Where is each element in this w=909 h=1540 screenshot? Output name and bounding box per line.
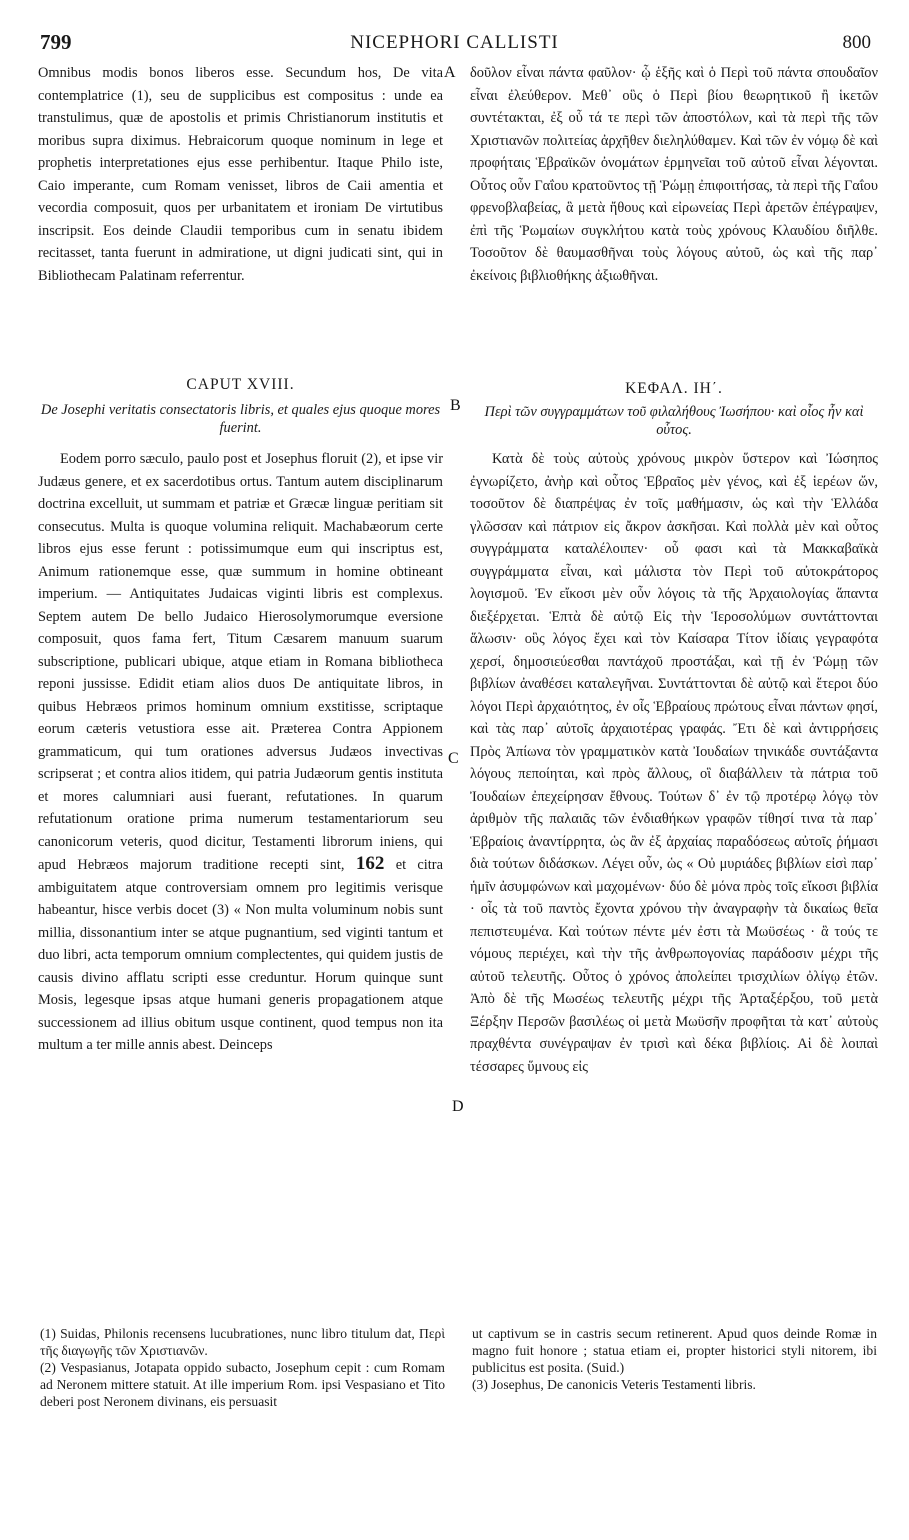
margin-letter-d: D — [452, 1098, 464, 1115]
left-column-body — [38, 448, 443, 1057]
right-page-number: 800 — [842, 32, 871, 53]
page-header — [0, 30, 909, 60]
right-chapter-heading: ΚΕΦΑΛ. ΙΗ΄. — [625, 380, 723, 397]
footnote-1: (1) Suidas, Philonis recensens lucubrationes, nunc libro titulum dat, Περὶ τῆς διαγωγῆς τῶν Χριστιανῶν. — [40, 1326, 445, 1358]
running-title: NICEPHORI CALLISTI — [350, 32, 559, 53]
margin-letter-b: B — [450, 397, 461, 414]
margin-letter-c: C — [448, 750, 459, 767]
right-column-body — [470, 448, 878, 1078]
right-paragraph-2: Κατὰ δὲ τοὺς αὐτοὺς χρόνους μικρὸν ὕστερον καὶ Ἰώσηπος ἐγνωρίζετο, ἀνὴρ καὶ οὗτος Ἑβραῖος μὲν γένος, καὶ ἐξ ἱερέων ὤν, τοσοῦτον δὲ διαπρέψας ἐν τοῖς μαθήμασιν, ὡς καὶ τὴν Ἑλλάδα γλῶσσαν καὶ πάτριον εἰς ἄκρον ἀσκῆσαι. Καὶ πολλὰ μὲν καὶ οὗτος συγγράμματα καταλέλοιπεν· οὗ φασι καὶ τὰ Μακκαβαϊκὰ συγγράμματα εἶναι, καὶ μάλιστα τὸν Περὶ τοῦ αὐτοκράτορος λογισμοῦ. Ἐν εἴκοσι μὲν οὖν λόγοις τὰ τῆς Ἀρχαιολογίας ἅπαντα διεξέρχεται. Ἑπτὰ δὲ αὐτῷ Εἰς τὴν Ἱεροσολύμων συντάττονται ἅλωσιν· οὓς λόγος ἔχει καὶ τὸν Καίσαρα Τίτον ἰδίαις γεγραφότα χερσί, δημοσιεύεσθαι παντάχοῦ προστάξαι, καὶ τῇ ἐν Ῥώμῃ τῶν βιβλίων ἀναθέσει καταλεγῆναι. Συντάττονται δὲ αὐτῷ καὶ ἕτεροι δύο λόγοι Περὶ ἀρχαιότητος, ἐν οἷς Ἑβραίους πρώτους εἶναι πάντων φησί, καὶ τὰς παρ᾽ αὐτοῖς ἀρχαιοτέρας γραφάς. Ἔτι δὲ καὶ ἀντιρρήσεις Πρὸς Ἀπίωνα τὸν γραμματικὸν κατὰ Ἰουδαίων τηνικάδε συντάξαντα λόγους πεποίηται, καὶ πρὸς ἄλλους, οἳ διαβάλλειν τὰ πάτρια τοῦ Ἰουδαίων ἐπεχείρησαν ἔθνους. Τούτων δ᾽ ἐν τῷ προτέρῳ λόγῳ τὸν ἀριθμὸν τῆς παλαιᾶς τῶν ἐνδιαθήκων γραφῶν τίθησί τινα τὰ παρ᾽ Ἑβραίοις ἀναντίρρητα, ὡς ἂν ἐξ ἀρχαίας παραδόσεως αὐτοῖς ῥήμασι διὰ τούτων διδάσκων. Λέγει οὖν, ὡς « Οὐ μυριάδες βιβλίων εἰσὶ παρ᾽ ἡμῖν ἀσυμφώνων καὶ μαχομένων· δύο δὲ μόνα πρὸς τοῖς εἴκοσι βιβλία · οἷς τὰ τοῦ παντὸς ἔχοντα χρόνου τὴν ἀναγραφὴν τὰ δικαίως θεῖα πεπιστευμένα. Καὶ τούτων πέντε μέν ἐστι τὰ Μωϋσέως · ἃ τούς τε νόμους περιέχει, καὶ τὴν τῆς ἀνθρωπογονίας παράδοσιν μέχρι τῆς αὐτοῦ τελευτῆς. Οὗτος ὁ χρόνος ἀπολείπει τρισχιλίων ὀλίγῳ ἐτῶν. Ἀπὸ δὲ τῆς Μωσέως τελευτῆς μέχρι τῆς Ἀρταξέρξου, τοῦ μετὰ Ξέρξην Περσῶν βασιλέως οἱ μετὰ Μωϋσῆν προφῆται τὰ κατ᾽ αὐτοὺς πραχθέντα συνέγραψαν ἐν τρισὶ καὶ δέκα βιβλίοις. Αἱ δὲ λοιπαὶ τέσσαρες ὕμνους εἰς — [470, 451, 878, 1075]
left-paragraph-2: Eodem porro sæculo, paulo post et Josephus floruit (2), et ipse vir Judæus genere, et ex sacerdotibus ortus. Tantum autem disciplinarum doctrina excelluit, ut summam et patriæ et Græcæ linguæ peritiam sit consecutus. Multa is quoque volumina reliquit. Machabæorum certe libros ejus esse ferunt : potissimumque eum qui inscriptus est, Animum rationemque esse, quæ summum in homine obtineant imperium. — Antiquitates Judaicas viginti libris est complexus. Septem autem De bello Judaico Hierosolymorumque eversione composuit, quos fama fert, Titum Cæsarem manuum suarum subscriptione, publicari ubique, atque etiam in Romana bibliotheca reponi jussisse. Edidit etiam alios duos De antiquitate libros, in quibus Hebræos primos hominum omnium exstitisse, scriptaque eorum cæteris vetustiora esse ait. Præterea Contra Appionem grammaticum, qui tum orationes adversus Judæos invectivas scripserat ; et contra alios itidem, qui patria Judæorum gentis instituta et mores calumniari ausi fuerant, refutationes. In quarum refutationum oratione prima numerum testamentariorum seu canonicorum veteris, quod dicitur, Testamenti librorum iniens, qui apud Hebræos majorum traditione recepti sint, — [38, 451, 443, 873]
footnote-3: (3) Josephus, De canonicis Veteris Testamenti libris. — [472, 1377, 756, 1392]
footnote-2-continued: ut captivum se in castris secum retinerent. Apud quos deinde Romæ in magno fuit honore ; statua etiam ei, propter historici styli nitorem, ibi publicitus est posita. (Suid.) — [472, 1326, 877, 1375]
margin-letter-a: A — [444, 64, 456, 81]
left-page-number: 799 — [40, 30, 72, 54]
right-column-top — [470, 62, 878, 287]
left-paragraph-3: et citra ambiguitatem atque controversiam omnem pro legitimis verisque habeantur, hisce verbis docet (3) « Non multa voluminum nobis sunt millia, dissonantium inter se atque pugnantium, sed viginti tantum et duo libri, acta temporum omnium complectentes, qui quidem justis de causis divino afflatu scripti esse creduntur. Horum quinque sunt Mosis, legesque ipsas atque humani generis propagationem atque successionem ad illius obitum usque continent, quod tempus non ita multum a ter mille annis abest. Deinceps — [38, 857, 443, 1053]
footnotes-left — [40, 1325, 445, 1410]
footnote-2: (2) Vespasianus, Jotapata oppido subacto, Josephum cepit : cum Romam ad Neronem mittere statuit. At ille imperium Rom. ipsi Vespasiano et Tito deberi post Neronem divinans, eis persuasit — [40, 1360, 445, 1409]
left-column-top — [38, 62, 443, 287]
right-chapter-subtitle: Περὶ τῶν συγγραμμάτων τοῦ φιλαλήθους Ἰωσήπου· καὶ οἷος ἦν καὶ οὗτος. — [484, 404, 864, 438]
footnotes-right — [472, 1325, 877, 1393]
left-chapter-heading: CAPUT XVIII. — [186, 376, 295, 393]
right-paragraph-1: δοῦλον εἶναι πάντα φαῦλον· ᾧ ἑξῆς καὶ ὁ Περὶ τοῦ πάντα σπουδαῖον εἶναι ἐλεύθερον. Μεθ᾽ οὓς ὁ Περὶ βίου θεωρητικοῦ ἢ ἱκετῶν συντέτακται, ἐξ οὗ τά τε περὶ τῶν ἀποστόλων, καὶ τὰ περὶ τῆς τῶν Χριστιανῶν πολιτείας ἀρχῆθεν διεληλύθαμεν. Καὶ τῶν ἐν νόμῳ δὲ καὶ προφήταις Ἑβραϊκῶν ὀνομάτων ἑρμηνεῖαι τοῦ αὐτοῦ εἶναι λέγονται. Οὗτος οὖν Γαΐου κρατοῦντος τῇ Ῥώμῃ ἐπιφοιτήσας, τὰ περὶ τῆς Γαΐου φρενοβλαβείας, ἃ μετὰ ἤθους καὶ εἰρωνείας Περὶ ἀρετῶν ἐπέγραψεν, ἐπὶ τῆς Ῥωμαίων συγκλήτου κατὰ τοὺς χρόνους Κλαυδίου διῆλθε. Τοσοῦτον δὲ θαυμασθῆναι τοὺς λόγους αὐτοῦ, ὡς καὶ τῆς παρ᾽ ἐκείνοις βιβλιοθήκης ἀξιωθῆναι. — [470, 65, 878, 284]
left-chapter-subtitle: De Josephi veritatis consectatoris libris, et quales ejus quoque mores fuerint. — [40, 402, 441, 436]
left-paragraph-1: Omnibus modis bonos liberos esse. Secundum hos, De vita contemplatrice (1), seu de supplicibus est compositus : unde ea transtulimus, quæ de apostolis et primis Christianorum institutis et moribus supra diximus. Hebraicorum quoque nominum in lege et prophetis interpretationes ejus esse perhibentur. Itaque Philo iste, Caio imperante, cum Romam venisset, libros de Caii amentia et vecordia composuit, quos per urbanitatem et ironiam De virtutibus inscripsit. Eos deinde Claudii temporibus cum in senatu ibidem recitasset, tanta fuerunt in admiratione, ut digni judicati sint, qui in Bibliothecam Palatinam referrentur. — [38, 65, 443, 284]
margin-marker-162: 162 — [355, 853, 385, 874]
